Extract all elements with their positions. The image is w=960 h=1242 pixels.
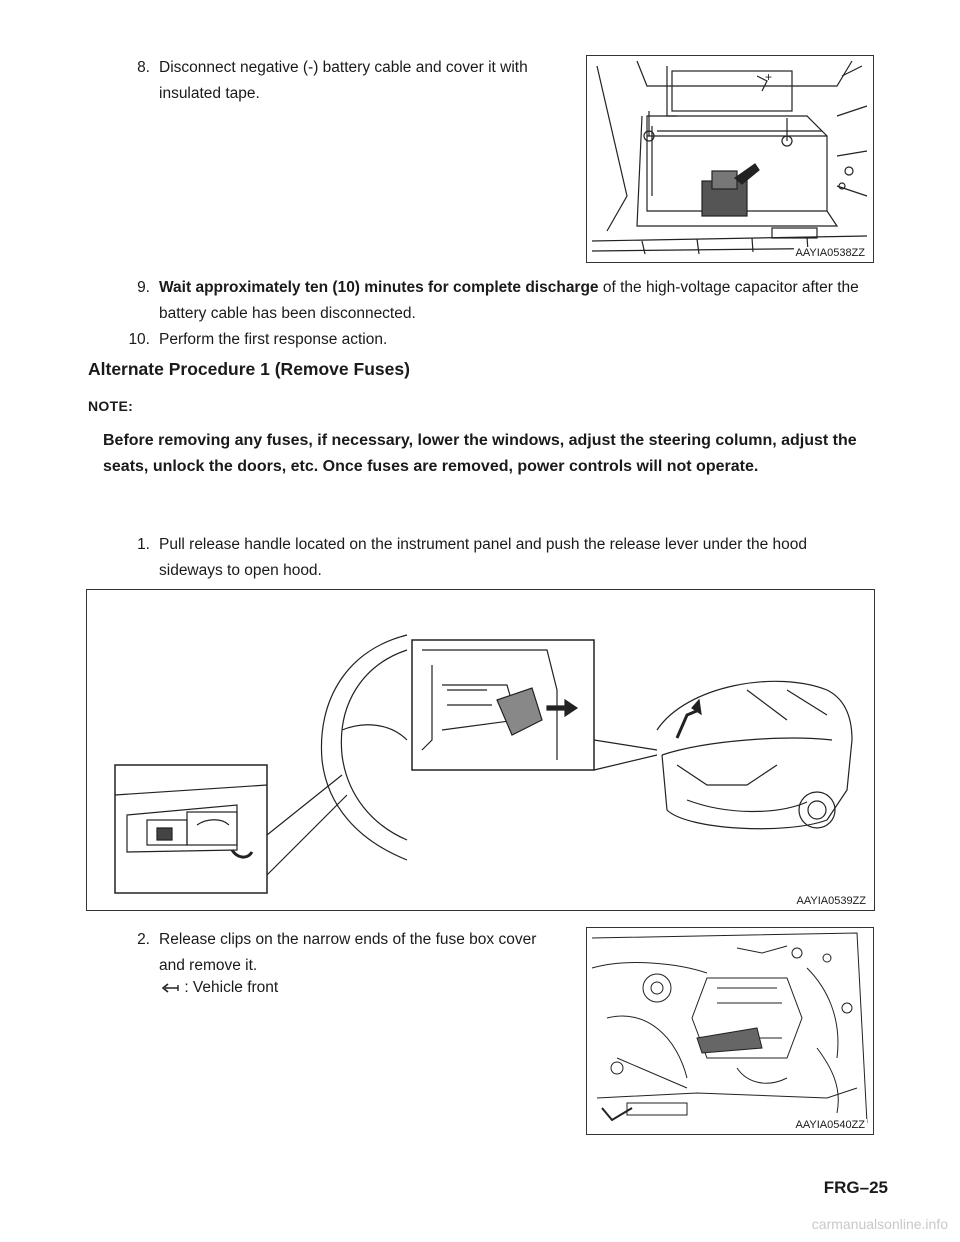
alt-step-2 (110, 927, 570, 979)
engine-bay-illustration (587, 928, 873, 1134)
note-label: NOTE: (88, 398, 134, 414)
step-number: 9. (137, 279, 150, 296)
step-text: of the high-voltage capacitor after the battery cable has been disconnected. (159, 279, 859, 322)
step-text: Release clips on the narrow ends of the fuse box cover and remove it. (159, 931, 537, 974)
step-emphasis: Wait approximately ten (10) minutes for complete discharge (159, 279, 599, 296)
section-heading: Alternate Procedure 1 (Remove Fuses) (88, 359, 410, 379)
figure-fuse-box (586, 927, 874, 1135)
svg-text:+: + (765, 70, 773, 84)
legend-text: : Vehicle front (184, 979, 279, 996)
vehicle-front-arrow-icon (160, 981, 180, 995)
step-text: Pull release handle located on the instrument panel and push the release lever under the hood sideways to open hood. (159, 536, 808, 579)
legend-vehicle-front (160, 975, 278, 1001)
figure-code: AAYIA0538ZZ (795, 247, 865, 259)
note-text: Before removing any fuses, if necessary, lower the windows, adjust the steering column, adjust the seats, unlock the doors, etc. Once fuses are removed, power controls will not operate. (103, 432, 857, 475)
step-number: 10. (128, 331, 150, 348)
step-8 (110, 55, 560, 107)
step-text: Perform the first response action. (159, 331, 388, 348)
step-number: 8. (137, 59, 150, 76)
figure-code: AAYIA0540ZZ (795, 1119, 865, 1131)
figure-code: AAYIA0539ZZ (796, 895, 866, 907)
alt-step-1 (110, 532, 870, 584)
step-10 (110, 327, 880, 353)
step-text: Disconnect negative (-) battery cable and cover it with insulated tape. (159, 59, 528, 102)
step-number: 1. (137, 536, 150, 553)
watermark: carmanualsonline.info (811, 1216, 948, 1232)
step-number: 2. (137, 931, 150, 948)
figure-hood-release (86, 589, 875, 911)
step-9 (110, 275, 880, 327)
battery-illustration (587, 56, 873, 262)
figure-battery-terminal (586, 55, 874, 263)
hood-release-illustration (87, 590, 874, 910)
page-number: FRG–25 (823, 1178, 888, 1197)
